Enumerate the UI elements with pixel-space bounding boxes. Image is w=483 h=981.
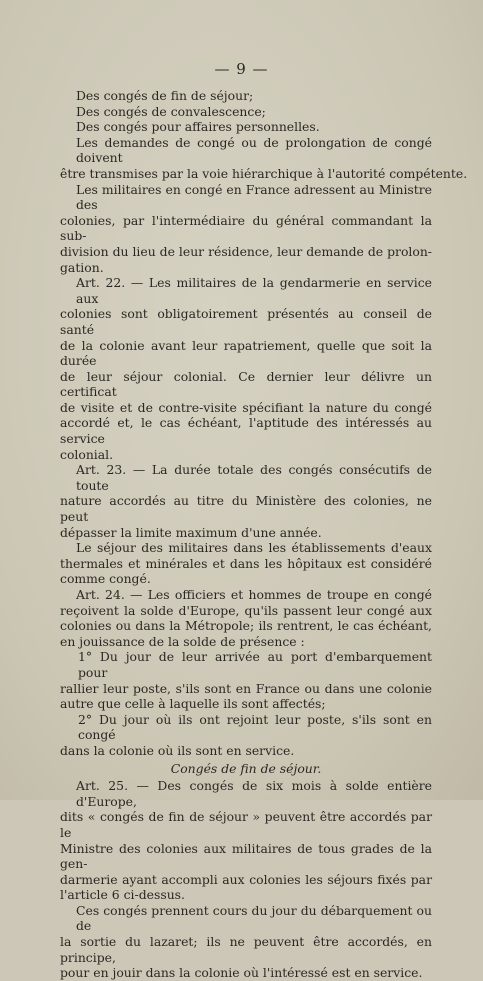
text-line: Ministre des colonies aux militaires de tous grades de la gen- bbox=[60, 840, 432, 872]
paragraph bbox=[60, 88, 432, 104]
text-line: colonial. bbox=[60, 446, 114, 462]
text-line: être transmises par la voie hiérarchique à l'autorité compétente. bbox=[60, 165, 468, 181]
text-line: Art. 24. — Les officiers et hommes de troupe en congé bbox=[76, 587, 432, 602]
text-line: Art. 23. — La durée totale des congés consécutifs de toute bbox=[76, 462, 432, 493]
text-line: Des congés de fin de séjour; bbox=[76, 88, 254, 103]
text-line: dits « congés de fin de séjour » peuvent être accordés par le bbox=[60, 809, 432, 840]
text-line: reçoivent la solde d'Europe, qu'ils passent leur congé aux bbox=[60, 602, 432, 618]
text-line: Des congés pour affaires personnelles. bbox=[76, 119, 320, 135]
text-line: darmerie ayant accompli aux colonies les séjours fixés par bbox=[60, 871, 432, 887]
text-line: accordé et, le cas échéant, l'aptitude des intéressés au service bbox=[60, 415, 432, 447]
text-line: en jouissance de la solde de présence : bbox=[60, 633, 305, 649]
paragraph bbox=[60, 712, 432, 759]
text-line: la sortie du lazaret; ils ne peuvent être accordés, en principe, bbox=[60, 934, 432, 965]
paragraph bbox=[60, 587, 432, 649]
text-line: Des congés de convalescence; bbox=[76, 103, 266, 119]
paragraph bbox=[60, 104, 432, 120]
text-line: 1° Du jour de leur arrivée au port d'embarquement pour bbox=[78, 649, 432, 680]
text-line: Les demandes de congé ou de prolongation de congé doivent bbox=[76, 134, 432, 166]
paragraph bbox=[60, 134, 468, 182]
paragraph bbox=[60, 119, 432, 135]
paragraph bbox=[60, 462, 432, 540]
paragraph bbox=[60, 903, 432, 981]
text-line: de la colonie avant leur rapatriement, quelle que soit la durée bbox=[60, 337, 432, 369]
paragraph bbox=[60, 540, 432, 587]
text-line: colonies, par l'intermédiaire du général commandant la sub- bbox=[60, 212, 432, 244]
paragraph bbox=[60, 182, 432, 276]
text-line: autre que celle à laquelle ils sont affectés; bbox=[60, 696, 326, 712]
text-line: comme congé. bbox=[60, 571, 151, 587]
text-line: gation. bbox=[60, 259, 104, 275]
text-line: l'article 6 ci-dessus. bbox=[60, 887, 185, 903]
text-line: de visite et de contre-visite spécifiant la nature du congé bbox=[60, 399, 432, 415]
paragraph bbox=[60, 275, 432, 462]
text-line: colonies sont obligatoirement présentés au conseil de santé bbox=[60, 306, 432, 337]
text-line: colonies ou dans la Métropole; ils rentrent, le cas échéant, bbox=[60, 618, 432, 634]
text-line: de leur séjour colonial. Ce dernier leur délivre un certificat bbox=[60, 368, 432, 400]
text-line: division du lieu de leur résidence, leur demande de prolon- bbox=[60, 243, 432, 259]
text-line: dans la colonie où ils sont en service. bbox=[60, 742, 295, 758]
text-line: thermales et minérales et dans les hôpitaux est considéré bbox=[60, 555, 432, 571]
text-line: Les militaires en congé en France adressent au Ministre des bbox=[76, 181, 432, 213]
paragraph bbox=[60, 778, 432, 903]
text-line: Ces congés prennent cours du jour du débarquement ou de bbox=[76, 902, 432, 934]
text-line: nature accordés au titre du Ministère des colonies, ne peut bbox=[60, 493, 432, 525]
section-heading: Congés de fin de séjour. bbox=[170, 760, 322, 776]
text-line: dépasser la limite maximum d'une année. bbox=[60, 524, 322, 540]
paragraph bbox=[60, 649, 432, 711]
text-line: rallier leur poste, s'ils sont en France ou dans une colonie bbox=[60, 680, 432, 696]
page-number: — 9 — bbox=[214, 60, 269, 78]
text-line: Art. 22. — Les militaires de la gendarmerie en service aux bbox=[76, 275, 432, 306]
text-line: Le séjour des militaires dans les établissements d'eaux bbox=[76, 540, 432, 556]
text-column bbox=[60, 88, 468, 981]
text-line: Art. 25. — Des congés de six mois à solde entière d'Europe, bbox=[76, 778, 432, 809]
text-line: pour en jouir dans la colonie où l'intéressé est en service. bbox=[60, 965, 423, 981]
text-line: 2° Du jour où ils ont rejoint leur poste, s'ils sont en congé bbox=[78, 711, 432, 743]
